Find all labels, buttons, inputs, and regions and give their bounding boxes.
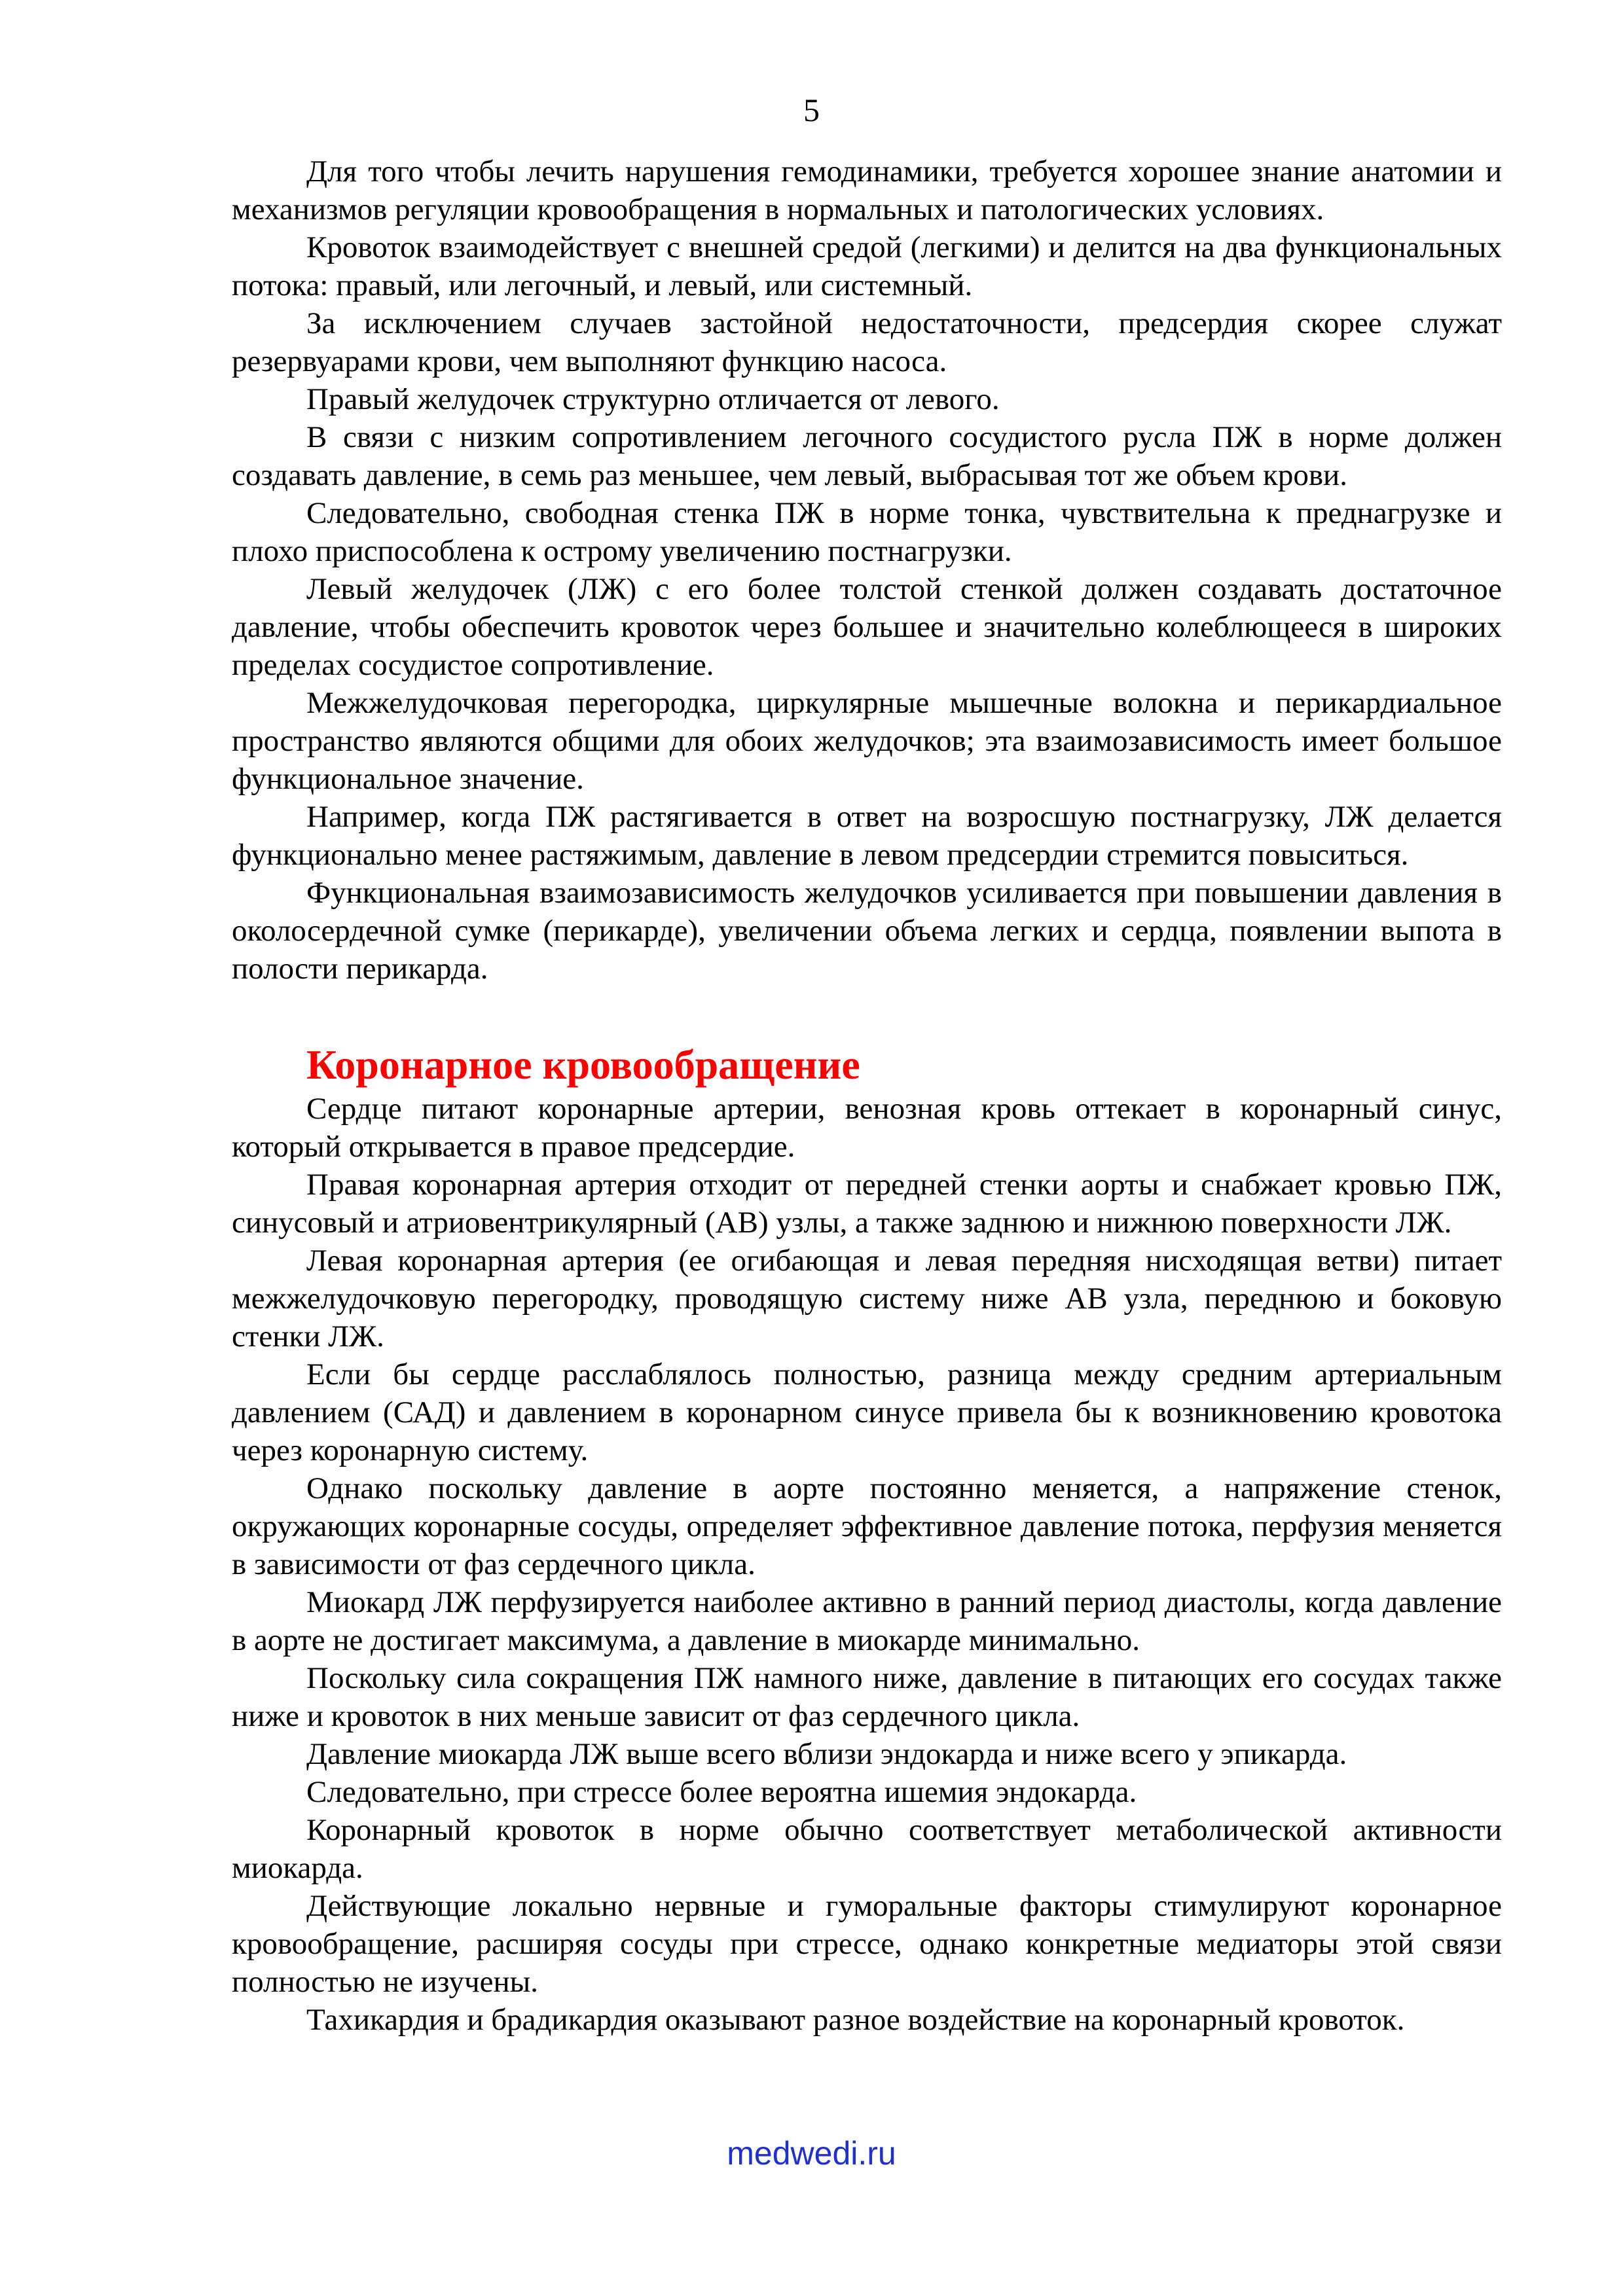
paragraph: Коронарный кровоток в норме обычно соответствует метаболической активности миокарда.	[232, 1813, 1502, 1885]
paragraph: Левая коронарная артерия (ее огибающая и левая передняя нисходящая ветви) питает межжелудочковую перегородку, проводящую систему ниже АВ узла, переднюю и боковую стенки ЛЖ.	[232, 1244, 1502, 1354]
paragraph: Межжелудочковая перегородка, циркулярные мышечные волокна и перикардиальное пространство являются общими для обоих желудочков; эта взаимозависимость имеет большое функциональное значение.	[232, 686, 1502, 796]
section-heading: Коронарное кровообращение	[306, 1041, 860, 1088]
paragraph: Для того чтобы лечить нарушения гемодинамики, требуется хорошее знание анатомии и механизмов регуляции кровообращения в нормальных и патологических условиях.	[232, 154, 1502, 226]
paragraph: Функциональная взаимозависимость желудочков усиливается при повышении давления в околосердечной сумке (перикарде), увеличении объема легких и сердца, появлении выпота в полости перикарда.	[232, 876, 1502, 986]
paragraph: Левый желудочек (ЛЖ) с его более толстой стенкой должен создавать достаточное давление, чтобы обеспечить кровоток через большее и значительно колеблющееся в широких пределах сосудистое сопротивление.	[232, 572, 1502, 682]
paragraph: Кровоток взаимодействует с внешней средой (легкими) и делится на два функциональных потока: правый, или легочный, и левый, или системный.	[232, 230, 1502, 302]
paragraph: Действующие локально нервные и гуморальные факторы стимулируют коронарное кровообращение, расширяя сосуды при стрессе, однако конкретные медиаторы этой связи полностью не изучены.	[232, 1889, 1502, 1999]
footer-site-label: medwedi.ru	[727, 2135, 896, 2172]
paragraph: Если бы сердце расслаблялось полностью, разница между средним артериальным давлением (САД) и давлением в коронарном синусе привела бы к возникновению кровотока через коронарную систему.	[232, 1357, 1502, 1467]
paragraph: Поскольку сила сокращения ПЖ намного ниже, давление в питающих его сосудах также ниже и кровоток в них меньше зависит от фаз сердечного цикла.	[232, 1661, 1502, 1733]
paragraph: Сердце питают коронарные артерии, венозная кровь оттекает в коронарный синус, который открывается в правое предсердие.	[232, 1092, 1502, 1164]
paragraph: Правая коронарная артерия отходит от передней стенки аорты и снабжает кровью ПЖ, синусовый и атриовентрикулярный (АВ) узлы, а также заднюю и нижнюю поверхности ЛЖ.	[232, 1168, 1502, 1240]
paragraph: Правый желудочек структурно отличается от левого.	[306, 382, 1000, 416]
page-content	[232, 152, 1502, 2039]
paragraph: Тахикардия и брадикардия оказывают разное воздействие на коронарный кровоток.	[306, 2003, 1405, 2037]
paragraph: Следовательно, свободная стенка ПЖ в норме тонка, чувствительна к преднагрузке и плохо приспособлена к острому увеличению постнагрузки.	[232, 496, 1502, 568]
page-number: 5	[803, 92, 820, 128]
paragraph: За исключением случаев застойной недостаточности, предсердия скорее служат резервуарами крови, чем выполняют функцию насоса.	[232, 306, 1502, 378]
paragraph: Например, когда ПЖ растягивается в ответ на возросшую постнагрузку, ЛЖ делается функционально менее растяжимым, давление в левом предсердии стремится повыситься.	[232, 800, 1502, 872]
paragraph: Следовательно, при стрессе более вероятна ишемия эндокарда.	[306, 1775, 1137, 1809]
paragraph: Давление миокарда ЛЖ выше всего вблизи эндокарда и ниже всего у эпикарда.	[306, 1737, 1347, 1771]
paragraph: Миокард ЛЖ перфузируется наиболее активно в ранний период диастолы, когда давление в аорте не достигает максимума, а давление в миокарде минимально.	[232, 1585, 1502, 1657]
paragraph: В связи с низким сопротивлением легочного сосудистого русла ПЖ в норме должен создавать давление, в семь раз меньшее, чем левый, выбрасывая тот же объем крови.	[232, 420, 1502, 492]
paragraph: Однако поскольку давление в аорте постоянно меняется, а напряжение стенок, окружающих коронарные сосуды, определяет эффективное давление потока, перфузия меняется в зависимости от фаз сердечного цикла.	[232, 1471, 1502, 1581]
